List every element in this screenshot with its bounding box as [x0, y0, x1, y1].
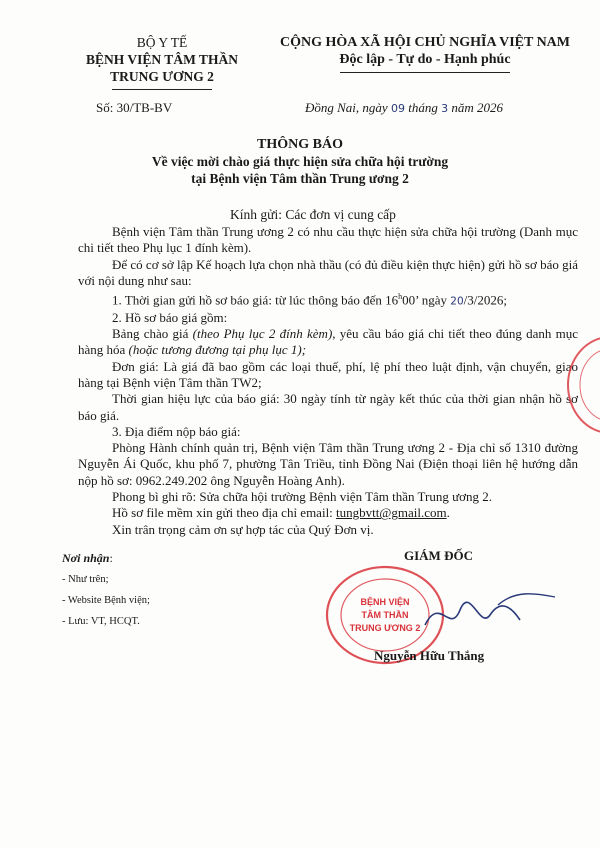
notice-body	[78, 224, 578, 538]
quote-prefix: Bảng chào giá	[112, 326, 193, 342]
org-name-line2: TRUNG ƯƠNG 2	[110, 69, 214, 84]
recipients-title-colon: :	[109, 551, 113, 565]
notice-subject-line2: tại Bệnh viện Tâm thần Trung ương 2	[191, 171, 409, 186]
greeting: Kính gửi: Các đơn vị cung cấp	[230, 207, 396, 222]
date-prefix: Đồng Nai, ngày	[305, 100, 388, 115]
national-motto: Độc lập - Tự do - Hạnh phúc	[339, 52, 511, 67]
purpose-paragraph: Để có cơ sở lập Kế hoạch lựa chọn nhà thầu (có đủ điều kiện thực hiện) gửi hồ sơ báo giá với nội dung như sau:	[78, 256, 578, 288]
email-suffix: .	[446, 505, 450, 521]
org-name-line1: BỆNH VIỆN TÂM THẦN	[86, 52, 238, 67]
thanks-paragraph: Xin trân trọng cảm ơn sự hợp tác của Quý Đơn vị.	[112, 521, 374, 537]
motto-divider	[340, 72, 510, 73]
documents-heading: 2. Hồ sơ báo giá gồm:	[112, 309, 228, 325]
deadline-day-handwritten: 20	[450, 295, 464, 308]
document-number: Số: 30/TB-BV	[96, 100, 173, 115]
intro-paragraph: Bệnh viện Tâm thần Trung ương 2 có nhu cầu thực hiện sửa chữa hội trường (Danh mục chi tiết theo Phụ lục 1 đính kèm).	[78, 224, 578, 256]
quote-equivalent-note: (hoặc tương đương tại phụ lục 1);	[128, 342, 307, 358]
validity-paragraph: Thời gian hiệu lực của báo giá: 30 ngày tính từ ngày kết thúc của thời gian nhận hồ sơ báo giá.	[78, 391, 578, 423]
notice-title-block	[60, 136, 540, 187]
date-month-label: tháng	[408, 100, 438, 115]
ministry-name: BỘ Y TẾ	[136, 35, 188, 50]
recipients-title-text: Nơi nhận	[62, 551, 110, 565]
edge-stamp	[560, 330, 600, 440]
recipients-title	[62, 548, 262, 569]
quote-paragraph	[78, 326, 578, 359]
national-heading	[265, 34, 585, 73]
recipient-item: - Như trên;	[62, 574, 109, 585]
issuer-block	[62, 34, 262, 90]
date-month: 3	[441, 102, 449, 115]
quote-appendix-ref: (theo Phụ lục 2 đính kèm)	[192, 326, 333, 342]
nation-name: CỘNG HÒA XÃ HỘI CHỦ NGHĨA VIỆT NAM	[279, 35, 570, 50]
recipient-item: - Website Bệnh viện;	[62, 595, 150, 606]
deadline-item	[78, 289, 578, 310]
deadline-mid: 00’ ngày	[402, 292, 451, 308]
notice-title: THÔNG BÁO	[257, 137, 343, 152]
envelope-paragraph: Phong bì ghi rõ: Sửa chữa hội trường Bệnh viện Tâm thần Trung ương 2.	[112, 489, 493, 505]
notice-subject-line1: Về việc mời chào giá thực hiện sửa chữa hội trường	[151, 154, 449, 169]
handwritten-signature	[420, 585, 560, 645]
signer-name: Nguyễn Hữu Thắng	[374, 648, 485, 663]
quote-mid: , yêu cầu báo giá chi tiết theo đúng danh mục hàng hóa	[78, 326, 579, 358]
stamp-line2: TÂM THẦN	[361, 610, 409, 620]
email-prefix: Hồ sơ file mềm xin gửi theo địa chỉ email:	[112, 505, 337, 521]
deadline-hour-sup: h	[398, 292, 403, 302]
price-paragraph: Đơn giá: Là giá đã bao gồm các loại thuế, phí, lệ phí theo luật định, vận chuyển, giao hàng tại Bệnh viện Tâm thần TW2;	[78, 358, 578, 390]
address-paragraph: Phòng Hành chính quản trị, Bệnh viện Tâm thần Trung ương 2 - Địa chỉ số 1310 đường Nguyễn Ái Quốc, khu phố 7, phường Tân Triều, tỉnh Đồng Nai (Điện thoại liên hệ hướng dẫn nộp hồ sơ: 0962.249.202 ông Nguyễn Hoàng Anh).	[78, 440, 578, 488]
issuer-divider	[112, 89, 212, 90]
email-link[interactable]: tungbvtt@gmail.com	[336, 505, 447, 521]
location-heading: 3. Địa điểm nộp báo giá:	[112, 423, 241, 439]
document-date	[305, 100, 503, 116]
stamp-line1: BỆNH VIỆN	[360, 597, 410, 607]
recipient-item: - Lưu: VT, HCQT.	[62, 616, 140, 627]
recipients-block	[62, 548, 262, 632]
signer-role: GIÁM ĐỐC	[404, 548, 473, 563]
stamp-line3: TRUNG ƯƠNG 2	[349, 623, 421, 633]
deadline-suffix: /3/2026;	[463, 292, 507, 308]
email-paragraph	[78, 505, 578, 521]
deadline-text: 1. Thời gian gửi hồ sơ báo giá: từ lúc thông báo đến 16	[112, 292, 399, 308]
date-day: 09	[390, 102, 405, 115]
date-year: năm 2026	[451, 100, 503, 115]
